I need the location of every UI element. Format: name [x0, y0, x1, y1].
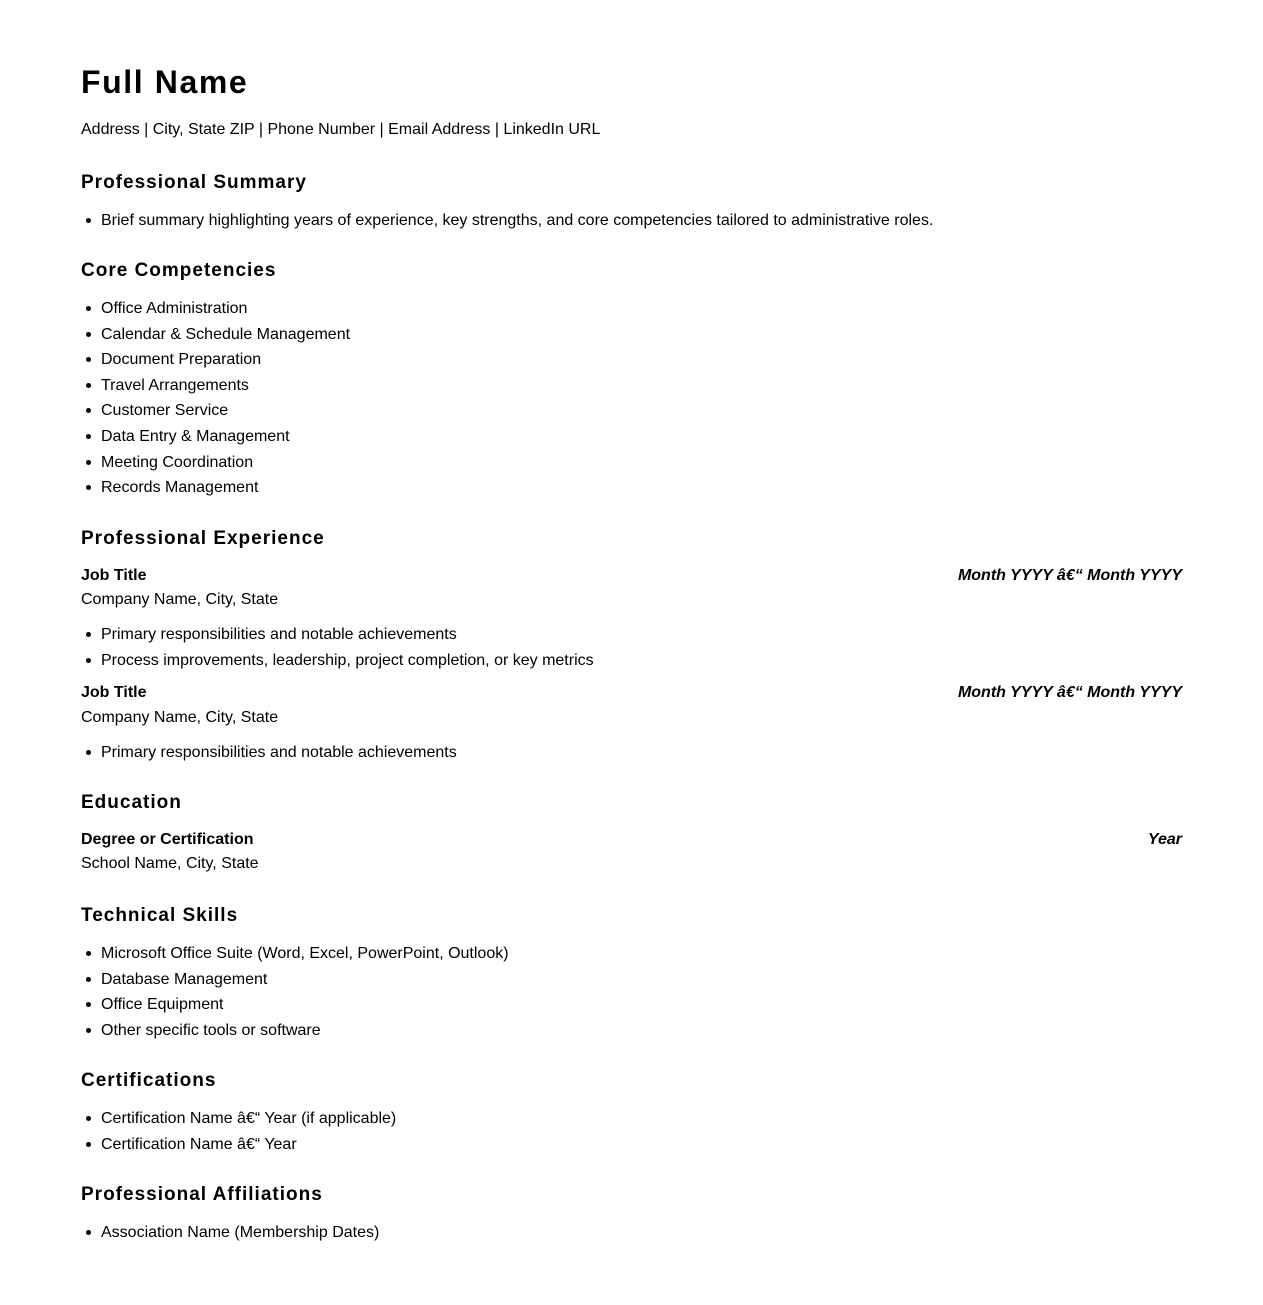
list-item: Other specific tools or software	[81, 1021, 509, 1047]
company-line: Company Name, City, State	[81, 591, 279, 608]
list-item: Office Administration	[81, 299, 350, 325]
education-header	[81, 831, 1182, 849]
school-line: School Name, City, State	[81, 855, 259, 872]
job-bullets	[81, 625, 594, 676]
list-item: Records Management	[81, 478, 350, 504]
section-heading-education: Education	[81, 792, 182, 813]
list-item: Association Name (Membership Dates)	[81, 1223, 379, 1249]
list-item: Brief summary highlighting years of experience, key strengths, and core competencies tailored to administrative roles.	[81, 211, 933, 237]
job-header	[81, 567, 1182, 585]
contact-line: Address | City, State ZIP | Phone Number | Email Address | LinkedIn URL	[81, 121, 601, 138]
list-item: Process improvements, leadership, project completion, or key metrics	[81, 651, 594, 677]
list-item: Calendar & Schedule Management	[81, 325, 350, 351]
section-heading-technical: Technical Skills	[81, 905, 239, 926]
degree: Degree or Certification	[81, 831, 254, 848]
list-item: Document Preparation	[81, 350, 350, 376]
list-item: Primary responsibilities and notable achievements	[81, 743, 457, 769]
technical-list	[81, 944, 509, 1046]
list-item: Database Management	[81, 970, 509, 996]
list-item: Primary responsibilities and notable achievements	[81, 625, 594, 651]
competencies-list	[81, 299, 350, 504]
list-item: Certification Name â€“ Year	[81, 1135, 396, 1161]
job-header	[81, 684, 1182, 702]
list-item: Office Equipment	[81, 995, 509, 1021]
list-item: Travel Arrangements	[81, 376, 350, 402]
affiliations-list	[81, 1223, 379, 1249]
job-dates: Month YYYY â€“ Month YYYY	[957, 684, 1182, 701]
section-heading-summary: Professional Summary	[81, 172, 307, 193]
job-bullets	[81, 743, 457, 769]
list-item: Customer Service	[81, 401, 350, 427]
certifications-list	[81, 1109, 396, 1160]
summary-list	[81, 211, 933, 237]
section-heading-competencies: Core Competencies	[81, 260, 277, 281]
section-heading-experience: Professional Experience	[81, 528, 325, 549]
list-item: Meeting Coordination	[81, 453, 350, 479]
section-heading-affiliations: Professional Affiliations	[81, 1184, 323, 1205]
company-line: Company Name, City, State	[81, 709, 279, 726]
full-name: Full Name	[81, 64, 249, 100]
job-title: Job Title	[81, 684, 147, 701]
list-item: Data Entry & Management	[81, 427, 350, 453]
job-dates: Month YYYY â€“ Month YYYY	[957, 567, 1182, 584]
section-heading-certifications: Certifications	[81, 1070, 217, 1091]
job-title: Job Title	[81, 567, 147, 584]
list-item: Certification Name â€“ Year (if applicable)	[81, 1109, 396, 1135]
list-item: Microsoft Office Suite (Word, Excel, PowerPoint, Outlook)	[81, 944, 509, 970]
education-year: Year	[1147, 831, 1182, 848]
